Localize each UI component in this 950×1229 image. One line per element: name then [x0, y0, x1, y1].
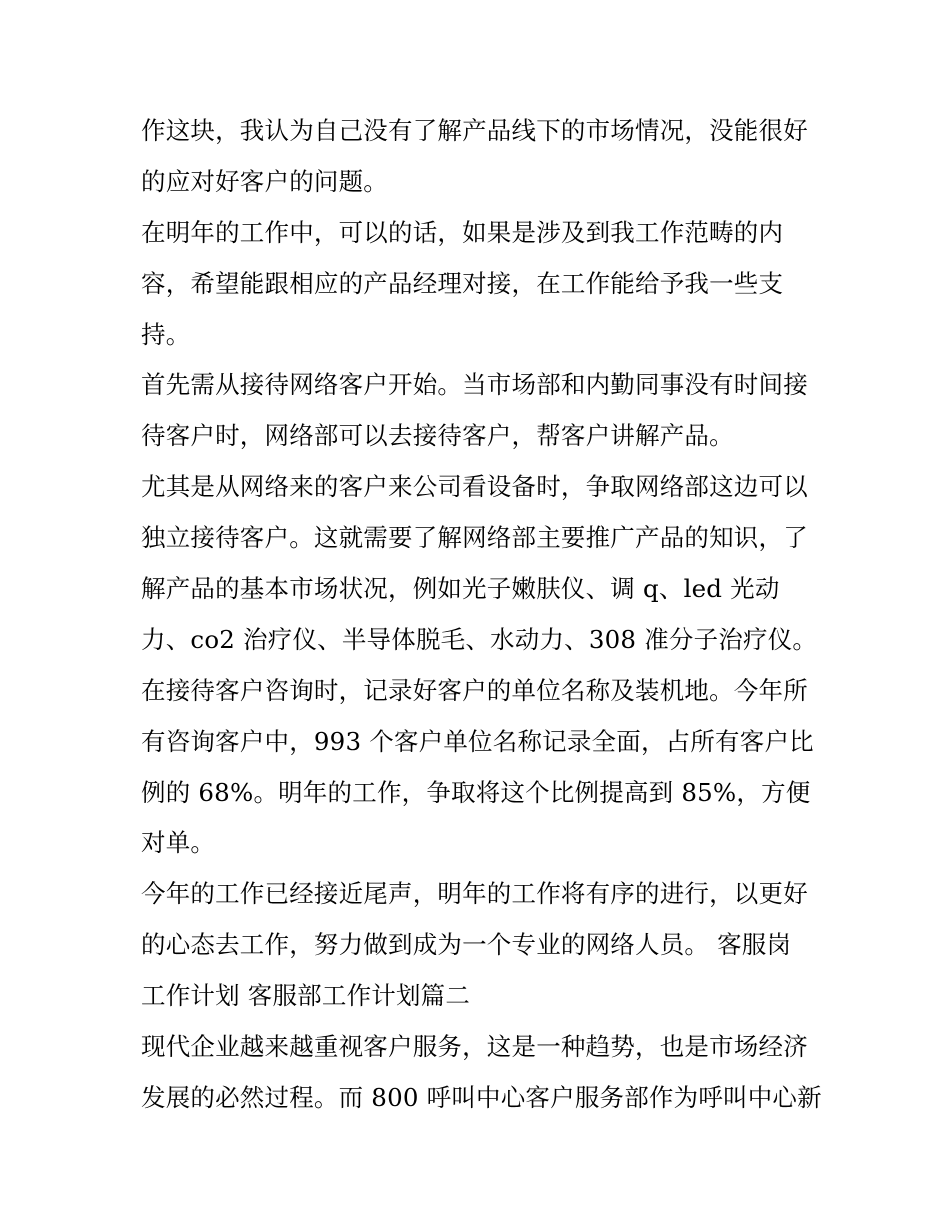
text-line: 容，希望能跟相应的产品经理对接，在工作能给予我一些支 [141, 268, 784, 298]
text-line: 例的 68%。明年的工作，争取将这个比例提高到 85%，方便 [141, 777, 811, 807]
body-text [141, 106, 821, 1124]
text-line: 作这块，我认为自己没有了解产品线下的市场情况，没能很好 [141, 116, 808, 145]
text-line: 在明年的工作中，可以的话，如果是涉及到我工作范畴的内 [141, 217, 784, 247]
text-line: 有咨询客户中，993 个客户单位名称记录全面，占所有客户比 [141, 726, 814, 756]
text-line: 首先需从接待网络客户开始。当市场部和内勤同事没有时间接 [141, 370, 808, 400]
text-line: 发展的必然过程。而 800 呼叫中心客户服务部作为呼叫中心新 [141, 1082, 822, 1112]
text-line: 在接待客户咨询时，记录好客户的单位名称及装机地。今年所 [141, 675, 808, 705]
text-line: 的应对好客户的问题。 [141, 166, 388, 196]
text-line: 力、co2 治疗仪、半导体脱毛、水动力、308 准分子治疗仪。 [141, 624, 818, 654]
text-line: 独立接待客户。这就需要了解网络部主要推广产品的知识，了 [141, 523, 808, 553]
text-line: 的心态去工作，努力做到成为一个专业的网络人员。 客服岗 [141, 930, 792, 960]
text-line: 现代企业越来越重视客户服务，这是一种趋势，也是市场经济 [141, 1032, 808, 1062]
text-line: 今年的工作已经接近尾声，明年的工作将有序的进行，以更好 [141, 879, 808, 909]
text-line: 对单。 [141, 828, 216, 858]
text-line: 尤其是从网络来的客户来公司看设备时，争取网络部这边可以 [141, 472, 808, 502]
text-line: 解产品的基本市场状况，例如光子嫩肤仪、调 q、led 光动 [141, 574, 780, 604]
text-line: 待客户时，网络部可以去接待客户，帮客户讲解产品。 [141, 421, 734, 451]
text-line: 持。 [141, 319, 191, 349]
text-line: 工作计划 客服部工作计划篇二 [141, 981, 471, 1011]
